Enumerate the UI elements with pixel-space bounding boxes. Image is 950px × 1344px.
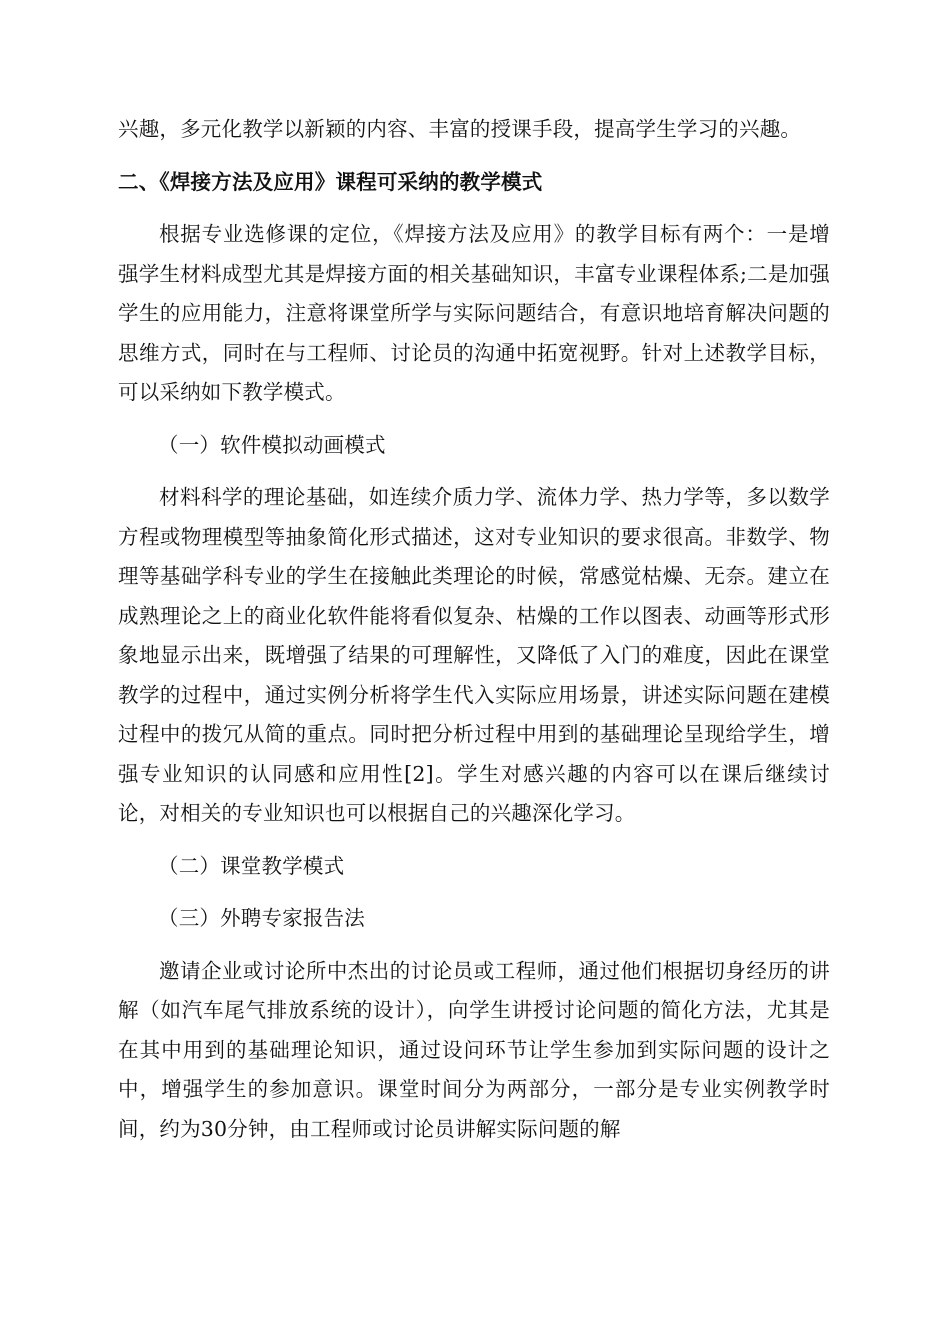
subheading-software-simulation: （一）软件模拟动画模式	[158, 432, 386, 457]
paragraph-intro-tail: 兴趣，多元化教学以新颖的内容、丰富的授课手段，提高学生学习的兴趣。	[118, 117, 802, 141]
document-page	[118, 110, 830, 1162]
paragraph-software-simulation: 材料科学的理论基础，如连续介质力学、流体力学、热力学等，多以数学方程或物理模型等抽象简化形式描述，这对专业知识的要求很高。非数学、物理等基础学科专业的学生在接触此类理论的时候，常感觉枯燥、无奈。建立在成熟理论之上的商业化软件能将看似复杂、枯燥的工作以图表、动画等形式形象地显示出来，既增强了结果的可理解性，又降低了入门的难度，因此在课堂教学的过程中，通过实例分析将学生代入实际应用场景，讲述实际问题在建模过程中的拨冗从简的重点。同时把分析过程中用到的基础理论呈现给学生，增强专业知识的认同感和应用性[2]。学生对感兴趣的内容可以在课后继续讨论，对相关的专业知识也可以根据自己的兴趣深化学习。	[118, 485, 830, 825]
paragraph-teaching-goals: 根据专业选修课的定位，《焊接方法及应用》的教学目标有两个：一是增强学生材料成型尤其是焊接方面的相关基础知识，丰富专业课程体系;二是加强学生的应用能力，注意将课堂所学与实际问题结合，有意识地培育解决问题的思维方式，同时在与工程师、讨论员的沟通中拓宽视野。针对上述教学目标，可以采纳如下教学模式。	[118, 222, 830, 404]
subheading-external-experts: （三）外聘专家报告法	[158, 906, 365, 930]
section-heading-2: 二、《焊接方法及应用》课程可采纳的教学模式	[118, 169, 543, 194]
paragraph-external-experts: 邀请企业或讨论所中杰出的讨论员或工程师，通过他们根据切身经历的讲解（如汽车尾气排放系统的设计），向学生讲授讨论问题的简化方法，尤其是在其中用到的基础理论知识，通过设问环节让学生参加到实际问题的设计之中，增强学生的参加意识。课堂时间分为两部分，一部分是专业实例教学时间，约为30分钟，由工程师或讨论员讲解实际问题的解	[118, 958, 830, 1141]
subheading-classroom-teaching: （二）课堂教学模式	[158, 853, 345, 878]
